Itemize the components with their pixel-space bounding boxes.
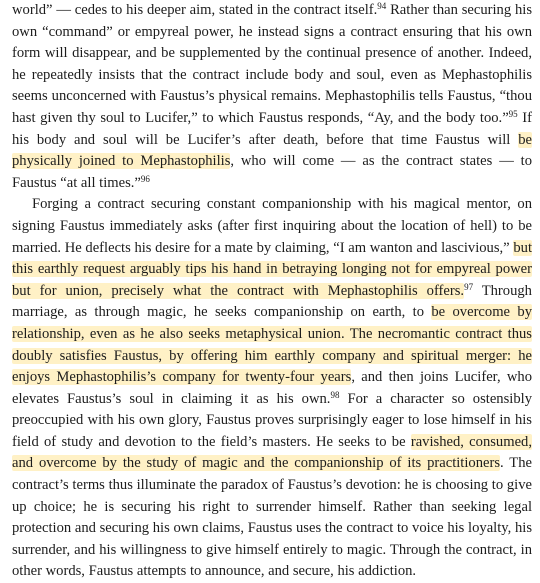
footnote-ref-96[interactable]: 96 — [140, 173, 150, 184]
text-run: Forging a contract securing constant companionship with his magical mentor, on signing Faustus immediately asks (after first inquiring about the location of hell) to be married. He deflects his desire for a mate by claiming, “I am wanton and lascivious,” — [12, 196, 532, 256]
text-run: , who will come — as the contract states — to Faustus “at all times.” — [12, 153, 532, 191]
text-run: . The contract’s terms thus illuminate the paradox of Faustus’s devotion: he is choosing to give up choice; he is securing his right to surrender himself. Rather than seeking legal protection and securing his own claims, Faustus uses the contract to voice his loyalty, his surrender, and his willingness to give himself entirely to magic. Through the contract, in other words, Faustus attempts to announce, and secure, his addiction. — [12, 455, 532, 580]
paragraph-1 — [12, 0, 532, 194]
text-run: If his body and soul will be Lucifer’s after death, before that time Faustus will — [12, 109, 532, 148]
footnote-ref-94[interactable]: 94 — [377, 1, 387, 11]
highlighted-passage[interactable]: but this earthly request arguably tips his hand in betraying longing not for empyreal power but for union, precisely what the contract with Mephastophilis offers. — [12, 239, 532, 299]
paragraph-2 — [12, 194, 532, 583]
text-run: Rather than securing his own “command” or empyreal power, he instead signs a contract ensuring that his own form will disappear, and be supplemented by the continual presence of another. Indeed, he repeatedly insists that the contract include body and soul, even as Mephastophilis seems unconcerned with Faustus’s physical remains. Mephastophilis tells Faustus, “thou hast given thy soul to Lucifer,” to which Faustus responds, “Ay, and the body too.” — [12, 2, 532, 126]
text-run: world” — cedes to his deeper aim, stated in the contract itself. — [12, 2, 378, 18]
footnote-ref-97[interactable]: 97 — [464, 281, 474, 292]
highlighted-passage[interactable]: ravished, consumed, and overcome by the study of magic and the companionship of its practitioners — [12, 433, 533, 472]
text-run: For a character so ostensibly preoccupied with his own glory, Faustus proves surprisingly eager to lose himself in his field of study and devotion to the field’s masters. He seeks to be — [12, 390, 532, 450]
highlighted-passage[interactable]: be physically joined to Mephastophilis — [12, 131, 532, 170]
text-run: Through marriage, as through magic, he seeks companionship on earth, to — [12, 282, 532, 321]
text-run: , and then joins Lucifer, who elevates Faustus’s soul in claiming it as his own. — [12, 369, 532, 407]
footnote-ref-95[interactable]: 95 — [508, 108, 518, 119]
highlighted-passage[interactable]: be overcome by relationship, even as he also seeks metaphysical union. The necromantic contract thus doubly satisfies Faustus, by offering him earthly company and spiritual merger: he enjoys Mephastophilis’s company for twenty-four years — [12, 304, 532, 386]
footnote-ref-98[interactable]: 98 — [330, 389, 340, 400]
